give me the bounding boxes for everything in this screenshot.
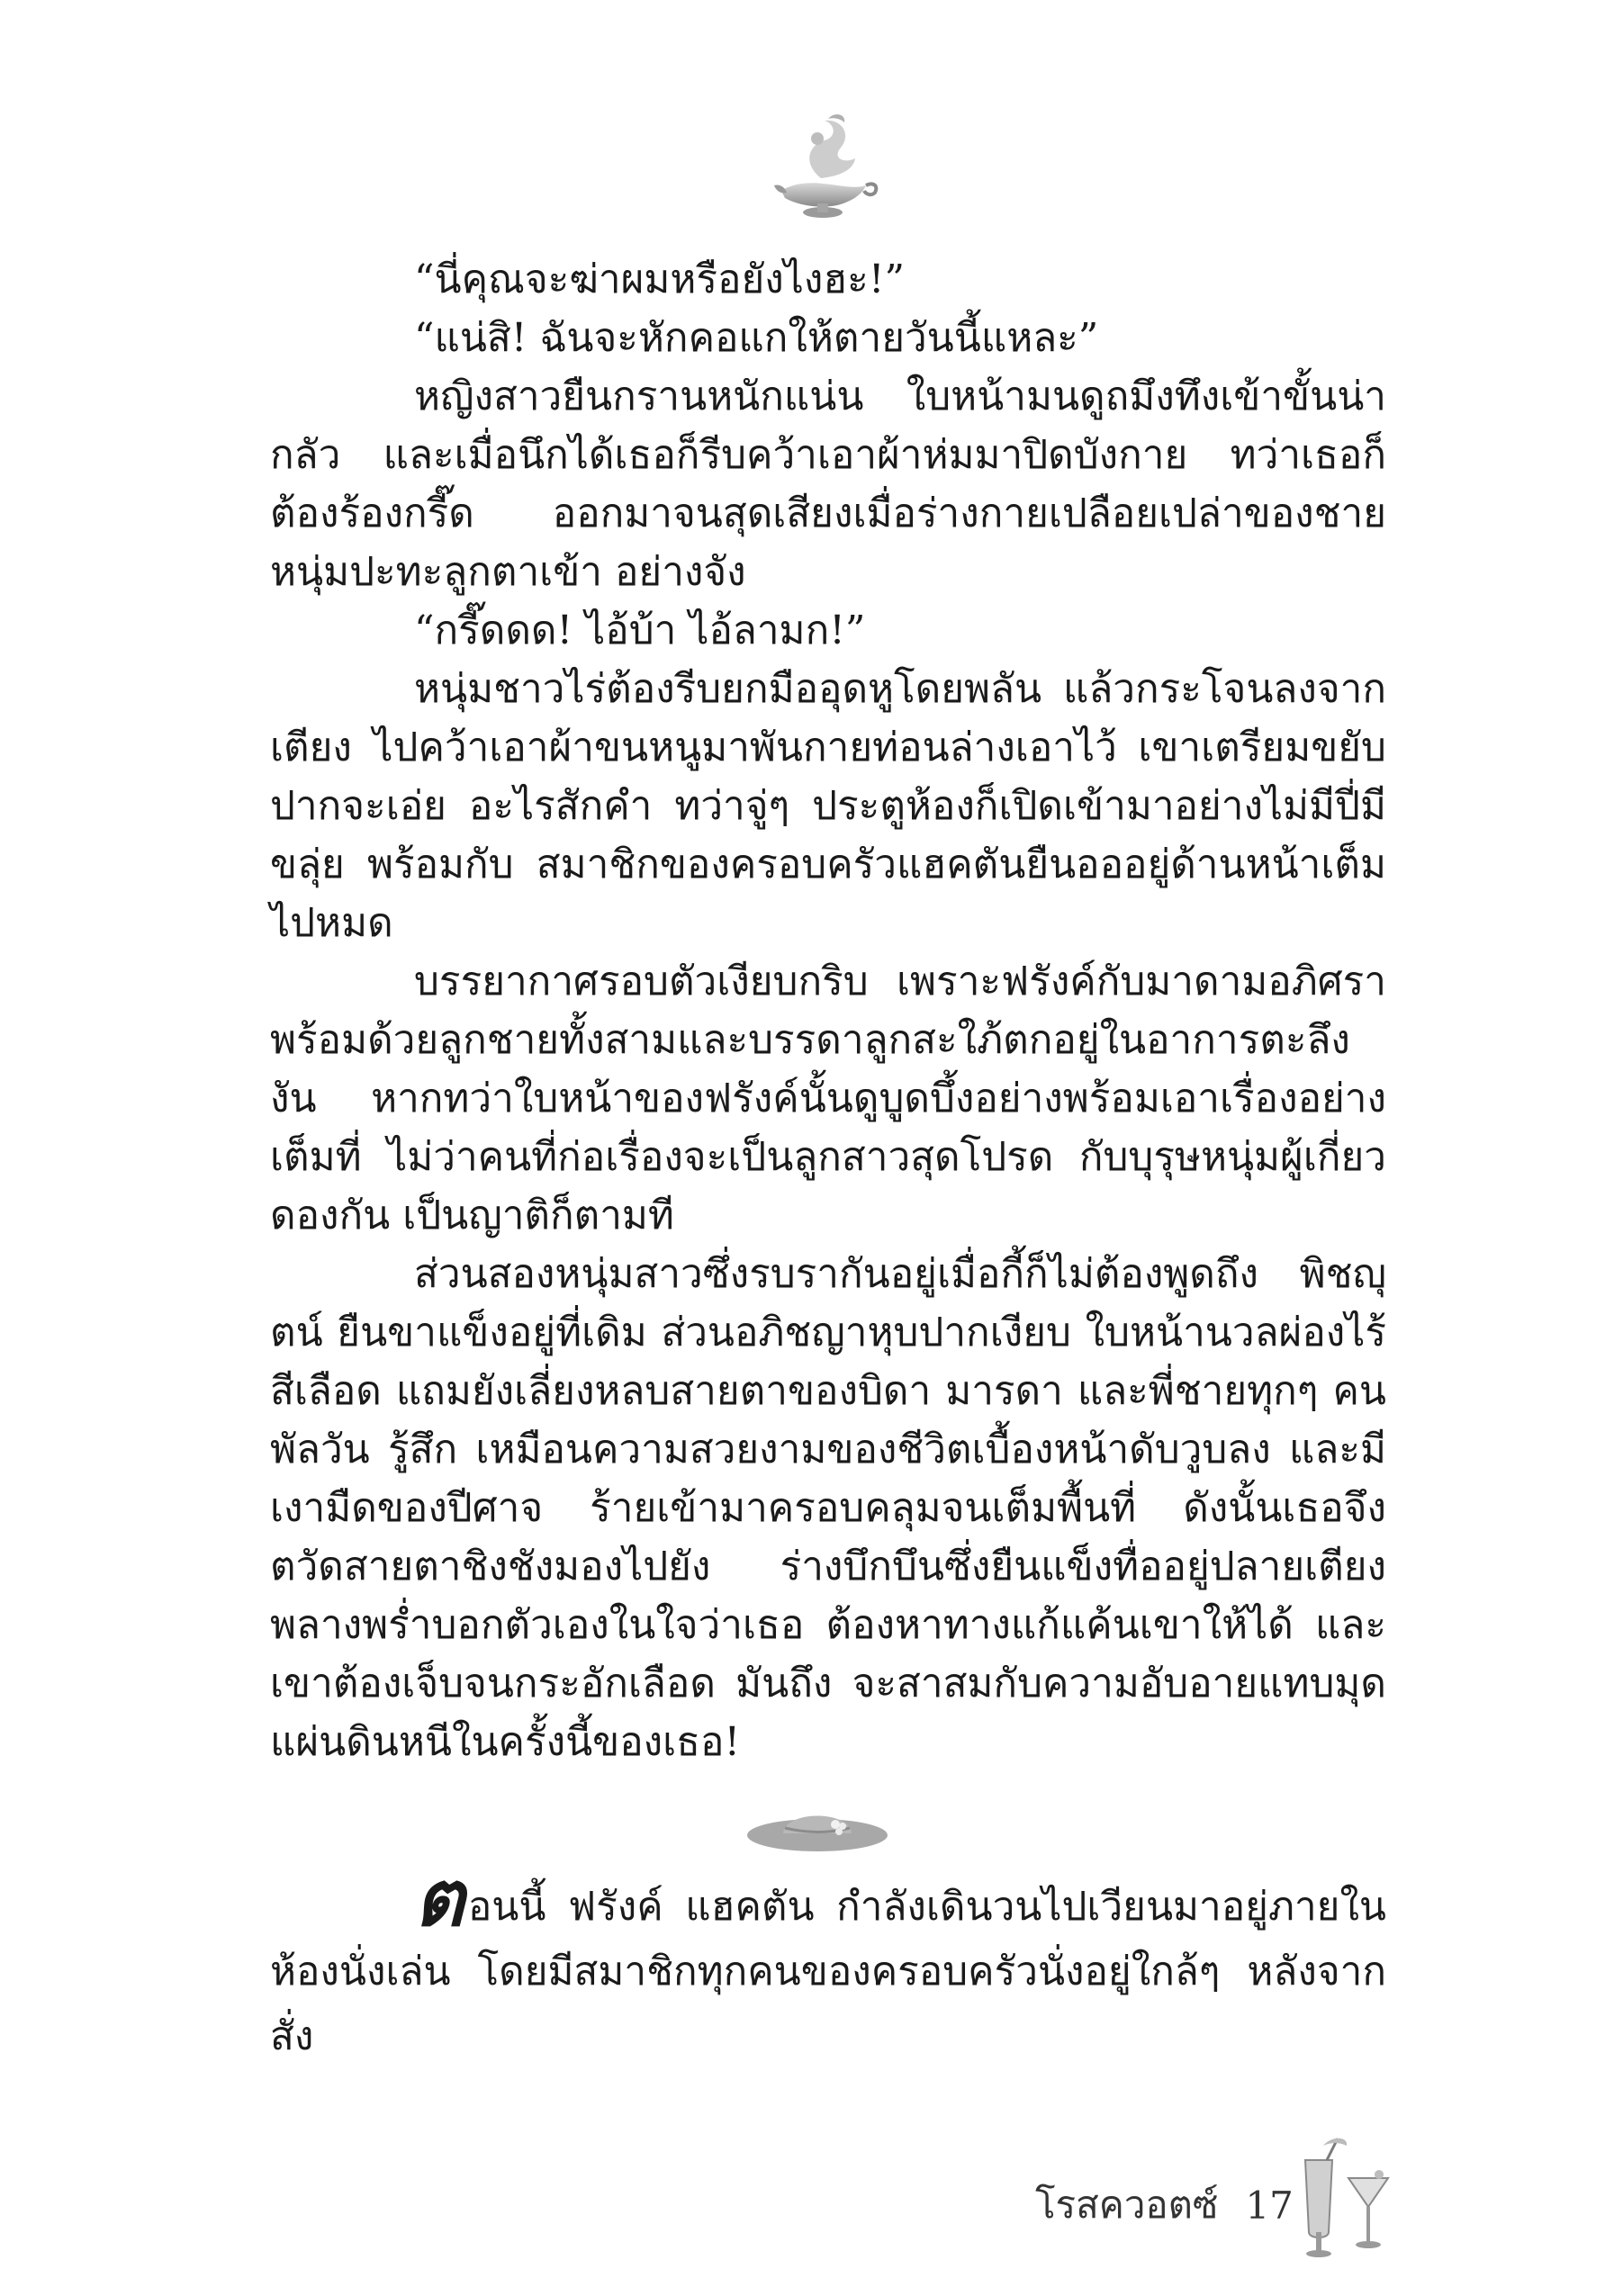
- running-title: โรสควอตซ์: [1035, 2183, 1219, 2227]
- dialogue-line: “นี่คุณจะฆ่าผมหรือยังไงฮะ!”: [414, 257, 905, 302]
- paragraph: หนุ่มชาวไร่ต้องรีบยกมืออุดหูโดยพลัน แล้วกระโจนลงจากเตียง ไปคว้าเอาผ้าขนหนูมาพันกายท่อนล่างเอาไว้ เขาเตรียมขยับปากจะเอ่ย อะไรสักคำ ทว่าจู่ๆ ประตูห้องก็เปิดเข้ามาอย่างไม่มีปี่มีขลุ่ย พร้อมกับ สมาชิกของครอบครัวแฮคตันยืนอออยู่ด้านหน้าเต็มไปหมด: [270, 666, 1386, 946]
- dialogue-line: “กรี๊ดดด! ไอ้บ้า ไอ้ลามก!”: [414, 608, 866, 653]
- section-opening-text: อนนี้ ฟรังค์ แฮคตัน กำลังเดินวนไปเวียนมาอยู่ภายใน ห้องนั่งเล่น โดยมีสมาชิกทุกคนของครอบครัวนั่งอยู่ใกล้ๆ หลังจากสั่ง: [270, 1884, 1386, 2059]
- paragraph: หญิงสาวยืนกรานหนักแน่น ใบหน้ามนดูถมึงทึงเข้าขั้นน่ากลัว และเมื่อนึกได้เธอก็รีบคว้าเอาผ้าห่มมาปิดบังกาย ทว่าเธอก็ต้องร้องกรี๊ด ออกมาจนสุดเสียงเมื่อร่างกายเปลือยเปล่าของชายหนุ่มปะทะลูกตาเข้า อย่างจัง: [270, 374, 1386, 595]
- dialogue-line: “แน่สิ! ฉันจะหักคอแกให้ตายวันนี้แหละ”: [414, 315, 1099, 361]
- sun-hat-icon: [745, 1796, 889, 1859]
- cocktail-glasses-icon: [1296, 2133, 1395, 2268]
- drop-cap: ต: [414, 1853, 464, 1944]
- paragraph: บรรยากาศรอบตัวเงียบกริบ เพราะฟรังค์กับมาดามอภิศรา พร้อมด้วยลูกชายทั้งสามและบรรดาลูกสะใภ้ตกอยู่ในอาการตะลึงงัน หากทว่าใบหน้าของฟรังค์นั้นดูบูดบึ้งอย่างพร้อมเอาเรื่องอย่างเต็มที่ ไม่ว่าคนที่ก่อเรื่องจะเป็นลูกสาวสุดโปรด กับบุรุษหนุ่มผู้เกี่ยวดองกัน เป็นญาติก็ตามที: [270, 959, 1386, 1238]
- page-footer: [1035, 2178, 1294, 2232]
- main-text: [270, 250, 1386, 1771]
- genie-lamp-icon: [765, 108, 882, 234]
- page-number: 17: [1245, 2183, 1294, 2228]
- paragraph: ส่วนสองหนุ่มสาวซึ่งรบรากันอยู่เมื่อกี้ก็ไม่ต้องพูดถึง พิชญุตน์ ยืนขาแข็งอยู่ที่เดิม ส่วนอภิชญาหุบปากเงียบ ใบหน้านวลผ่องไร้สีเลือด แถมยังเลี่ยงหลบสายตาของบิดา มารดา และพี่ชายทุกๆ คนพัลวัน รู้สึก เหมือนความสวยงามของชีวิตเบื้องหน้าดับวูบลง และมีเงามืดของปีศาจ ร้ายเข้ามาครอบคลุมจนเต็มพื้นที่ ดังนั้นเธอจึงตวัดสายตาชิงชังมองไปยัง ร่างบึกบึนซึ่งยืนแข็งทื่ออยู่ปลายเตียง พลางพร่ำบอกตัวเองในใจว่าเธอ ต้องหาทางแก้แค้นเขาให้ได้ และเขาต้องเจ็บจนกระอักเลือด มันถึง จะสาสมกับความอับอายแทบมุดแผ่นดินหนีในครั้งนี้ของเธอ!: [270, 1251, 1386, 1765]
- new-section: [270, 1853, 1386, 2069]
- section-opening-paragraph: [270, 1853, 1386, 2069]
